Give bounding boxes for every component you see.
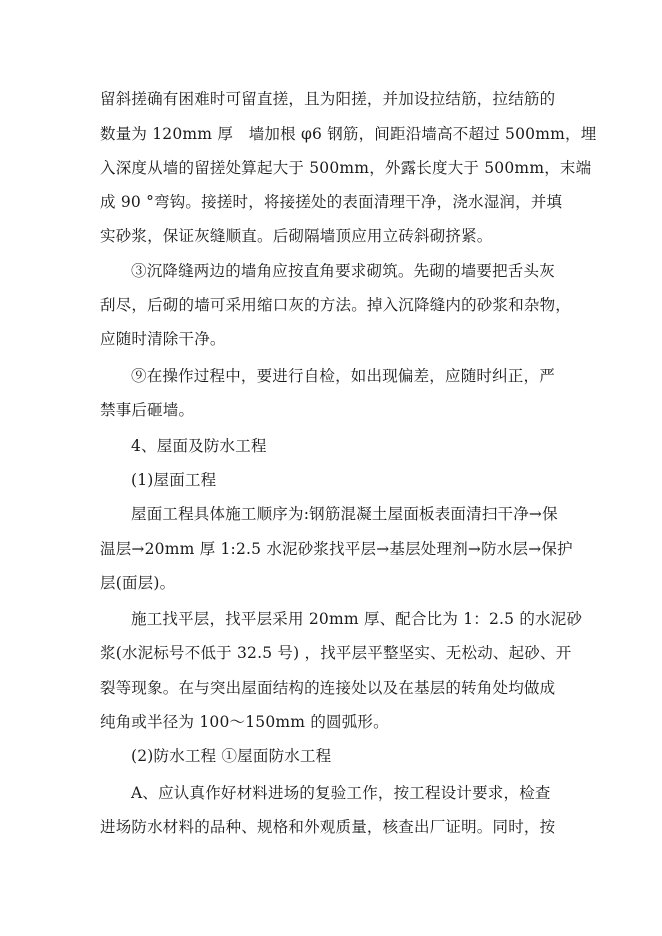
text-line: 禁事后砸墙。	[100, 401, 195, 419]
text-line: 留斜搓确有困难时可留直搓，且为阳搓，并加设拉结筋，拉结筋的	[100, 90, 556, 108]
text-line: 实砂浆，保证灰缝顺直。后砌隔墙顶应用立砖斜砌挤紧。	[100, 227, 493, 245]
subsection-heading: (1)屋面工程	[131, 471, 217, 489]
paragraph-start-line: 施工找平层，找平层采用 20mm 厚、配合比为 1：2.5 的水泥砂	[131, 610, 583, 628]
text-line: 层(面层)。	[100, 574, 176, 592]
paragraph-start-line: A、应认真作好材料进场的复验工作，按工程设计要求，检查	[131, 784, 551, 802]
text-line: 成 90 °弯钩。接搓时，将接搓处的表面清理干净，浇水湿润，并填	[100, 193, 563, 211]
text-line: 进场防水材料的品种、规格和外观质量，核查出厂证明。同时，按	[100, 818, 556, 836]
text-line: 浆(水泥标号不低于 32.5 号) ，找平层平整坚实、无松动、起砂、开	[100, 644, 572, 662]
paragraph-start-line: 屋面工程具体施工顺序为:钢筋混凝土屋面板表面清扫干净→保	[131, 505, 558, 523]
text-line: 数量为 120mm 厚 墙加根 φ6 钢筋，间距沿墙高不超过 500mm，埋	[100, 125, 597, 143]
paragraph-start-line: ③沉降缝两边的墙角应按直角要求砌筑。先砌的墙要把舌头灰	[131, 262, 555, 280]
section-heading: 4、屋面及防水工程	[131, 437, 267, 455]
subsection-heading: (2)防水工程 ①屋面防水工程	[131, 747, 332, 765]
text-line: 温层→20mm 厚 1:2.5 水泥砂浆找平层→基层处理剂→防水层→保护	[100, 540, 573, 558]
text-line: 应随时清除干净。	[100, 330, 226, 348]
text-line: 入深度从墙的留搓处算起大于 500mm，外露长度大于 500mm，末端	[100, 159, 592, 177]
paragraph-start-line: ⑨在操作过程中，要进行自检，如出现偏差，应随时纠正，严	[131, 367, 555, 385]
text-line: 裂等现象。在与突出屋面结构的连接处以及在基层的转角处均做成	[100, 679, 556, 697]
text-line: 纯角或半径为 100～150mm 的圆弧形。	[100, 713, 389, 731]
text-line: 刮尽，后砌的墙可采用缩口灰的方法。掉入沉降缝内的砂浆和杂物，	[100, 296, 572, 314]
